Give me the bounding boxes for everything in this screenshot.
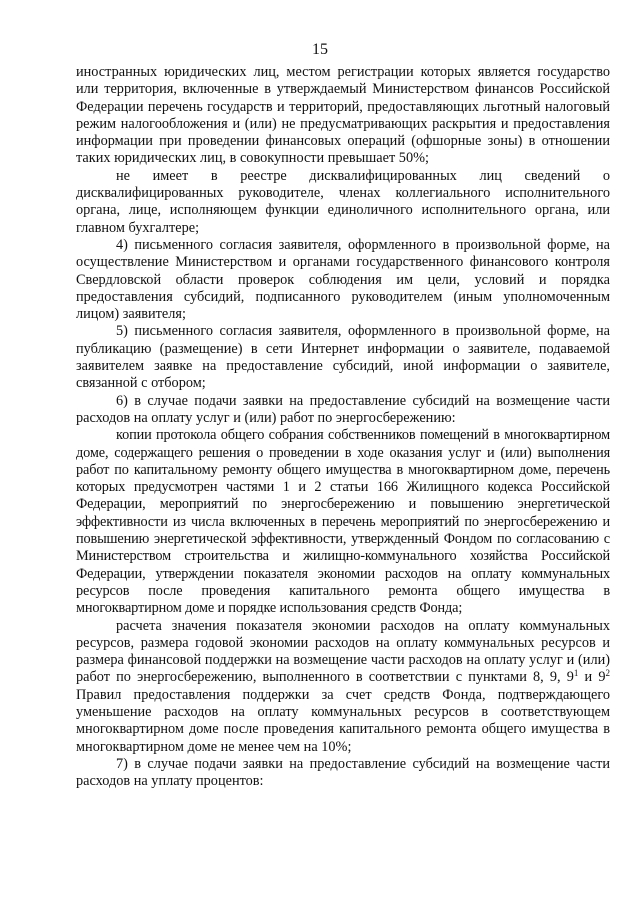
page-number: 15: [312, 41, 328, 58]
superscript-1: 1: [573, 668, 579, 679]
paragraph-savings-calculation: [76, 618, 610, 756]
superscript-2: 2: [605, 668, 610, 679]
paragraph-disqualified-registry: не имеет в реестре дисквалифицированных лиц сведений о дисквалифицированных руководителе, членах коллегиального исполнительного органа, лице, исполняющем функции единоличного исполнительного органа, или главном бухгалтере;: [76, 167, 610, 236]
paragraph-protocol-copies: копии протокола общего собрания собственников помещений в многоквартирном доме, содержащего решения о проведении в ходе оказания услуг и (или) выполнения работ по капитальному ремонту общего имущества в многоквартирном доме, перечень которых предусмотрен частями 1 и 2 статьи 166 Жилищного кодекса Российской Федерации, мероприятий по энергосбережению и повышению энергетической эффективности из числа включенных в перечень мероприятий по энергосбережению и повышению энергетической эффективности, утвержденный Фондом по согласованию с Министерством строительства и жилищно-коммунального хозяйства Российской Федерации, утверждении показателя экономии расходов на оплату коммунальных ресурсов после проведения капитального ремонта общего имущества в многоквартирном доме и порядке использования средств Фонда;: [76, 427, 610, 617]
calculation-text-after: Правил предоставления поддержки за счет средств Фонда, подтверждающего уменьшение расходов на оплату коммунальных ресурсов в соответствующем многоквартирном доме после проведения капитального ремонта общего имущества в многоквартирном доме не менее чем на 10%;: [76, 686, 610, 755]
paragraph-item-6: 6) в случае подачи заявки на предоставление субсидий на возмещение части расходов на оплату услуг и (или) работ по энергосбережению:: [76, 392, 610, 426]
paragraph-offshore-continuation: иностранных юридических лиц, местом регистрации которых является государство или территория, включенные в утверждаемый Министерством финансов Российской Федерации перечень государств и территорий, предоставляющих льготный налоговый режим налогообложения и (или) не предусматривающих раскрытия и предоставления информации при проведении финансовых операций (офшорные зоны) в отношении таких юридических лиц, в совокупности превышает 50%;: [76, 64, 610, 167]
calculation-text-mid: и 9: [578, 669, 606, 686]
paragraph-item-5: 5) письменного согласия заявителя, оформленного в произвольной форме, на публикацию (размещение) в сети Интернет информации о заявителе, подаваемой заявителем заявке на предоставление субсидий, иной информации о заявителе, связанной с отбором;: [76, 323, 610, 392]
document-body: [76, 64, 610, 790]
paragraph-item-4: 4) письменного согласия заявителя, оформленного в произвольной форме, на осуществление Министерством и органами государственного финансового контроля Свердловской области проверок соблюдения им цели, условий и порядка предоставления субсидий, подписанного руководителем (иным уполномоченным лицом) заявителя;: [76, 236, 610, 323]
paragraph-item-7: 7) в случае подачи заявки на предоставление субсидий на возмещение части расходов на уплату процентов:: [76, 755, 610, 790]
calculation-text-before: расчета значения показателя экономии расходов на оплату коммунальных ресурсов, размера годовой экономии расходов на оплату коммунальных ресурсов и размера финансовой поддержки на возмещение части расходов на оплату услуг и (или) работ по энергосбережению, выполненного в соответствии с пунктами 8, 9, 9: [76, 617, 610, 686]
